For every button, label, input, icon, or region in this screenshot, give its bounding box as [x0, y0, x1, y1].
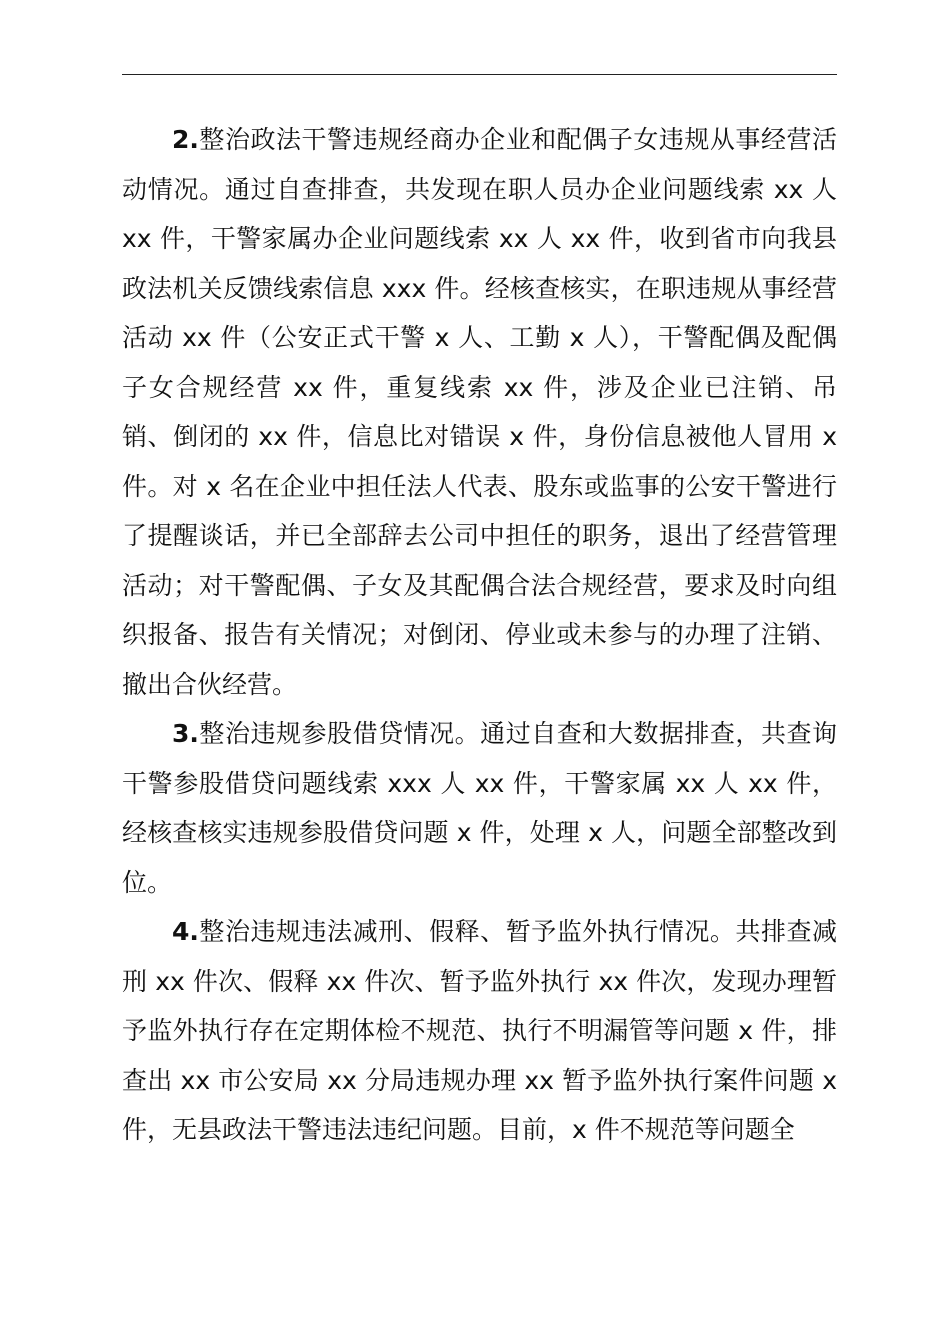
header-rule — [122, 74, 837, 75]
paragraph-text: 整治政法干警违规经商办企业和配偶子女违规从事经营活动情况。通过自查排查，共发现在职人员办企业问题线索 xx 人 xx 件，干警家属办企业问题线索 xx 人 xx 件，收到省市向我县政法机关反馈线索信息 xxx 件。经核查核实，在职违规从事经营活动 xx 件（公安正式干警 x 人、工勤 x 人），干警配偶及配偶子女合规经营 xx 件，重复线索 xx 件，涉及企业已注销、吊销、倒闭的 xx 件，信息比对错误 x 件，身份信息被他人冒用 x 件。对 x 名在企业中担任法人代表、股东或监事的公安干警进行了提醒谈话，并已全部辞去公司中担任的职务，退出了经营管理活动；对干警配偶、子女及其配偶合法合规经营，要求及时向组织报备、报告有关情况；对倒闭、停业或未参与的办理了注销、撤出合伙经营。 — [122, 125, 837, 699]
paragraph-item-3 — [122, 709, 837, 907]
paragraph-item-2 — [122, 115, 837, 709]
paragraph-number: 3. — [172, 719, 199, 748]
paragraph-number: 2. — [172, 125, 199, 154]
paragraph-text: 整治违规参股借贷情况。通过自查和大数据排查，共查询干警参股借贷问题线索 xxx 人 xx 件，干警家属 xx 人 xx 件，经核查核实违规参股借贷问题 x 件，处理 x 人，问题全部整改到位。 — [122, 719, 837, 897]
paragraph-number: 4. — [172, 917, 199, 946]
paragraph-text: 整治违规违法减刑、假释、暂予监外执行情况。共排查减刑 xx 件次、假释 xx 件次、暂予监外执行 xx 件次，发现办理暂予监外执行存在定期体检不规范、执行不明漏管等问题 x 件，排查出 xx 市公安局 xx 分局违规办理 xx 暂予监外执行案件问题 x 件，无县政法干警违法违纪问题。目前，x 件不规范等问题全 — [122, 917, 837, 1144]
document-body — [122, 115, 837, 1155]
paragraph-item-4 — [122, 907, 837, 1155]
